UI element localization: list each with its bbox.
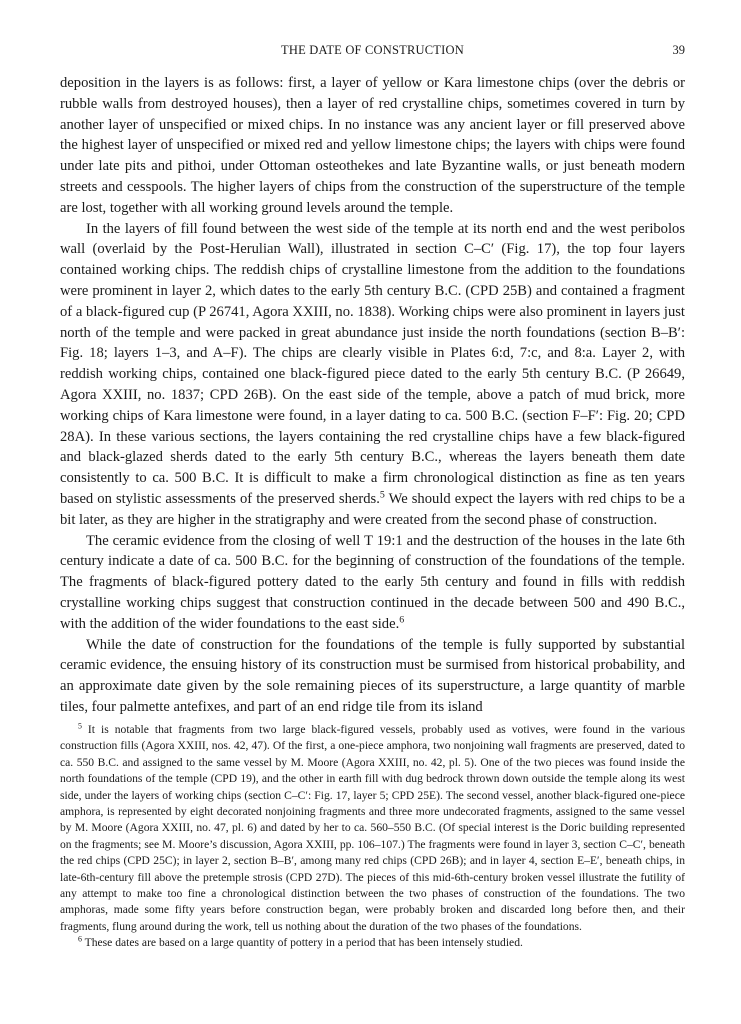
paragraph-2	[60, 219, 685, 531]
footnote-6	[60, 935, 685, 951]
body-text	[60, 73, 685, 718]
footnote-5-marker: 5	[78, 721, 82, 731]
page-header	[60, 43, 685, 61]
paragraph-3-text: The ceramic evidence from the closing of well T 19:1 and the destruction of the houses in the late 6th century indicate a date of ca. 500 B.C. for the beginning of construction of the foundations of the temple. The fragments of black-figured pottery dated to the early 5th century and found in fills with reddish crystalline working chips suggest that construction continued in the decade between 500 and 490 B.C., with the addition of the wider foundations to the east side.	[60, 532, 685, 632]
footnote-6-text: These dates are based on a large quantity of pottery in a period that has been intensely studied.	[81, 936, 523, 950]
footnote-ref-5[interactable]: 5	[379, 489, 385, 501]
footnote-ref-6[interactable]: 6	[399, 614, 405, 626]
footnote-5-text: It is notable that fragments from two large black-figured vessels, probably used as votives, were found in the various construction fills (Agora XXIII, nos. 42, 47). Of the first, a one-piece amphora, two nonjoining wall fragments are preserved, dated to ca. 550 B.C. and assigned to the same vessel by M. Moore (Agora XXIII, no. 42, pl. 5). One of the two pieces was found inside the north foundations of the temple (CPD 19), and the other in earth fill with dug bedrock thrown down outside the temple along its west side, under the layers of working chips (section C–C′: Fig. 17, layer 5; CPD 25E). The second vessel, another black-figured one-piece amphora, is represented by eight decorated nonjoining fragments and three more undecorated fragments, assigned to the same vessel by M. Moore (Agora XXIII, no. 47, pl. 6) and dated by her to ca. 560–550 B.C. (Of special interest is the Doric building represented on the fragments; see M. Moore’s discussion, Agora XXIII, pp. 106–107.) The fragments were found in layer 3, section C–C′, beneath the red chips (CPD 25C); in layer 2, section B–B′, among many red chips (CPD 26B); and in layer 4, section E–E′, beneath chips, in late-6th-century fill above the pretemple strosis (CPD 27D). The pieces of this mid-6th-century broken vessel illustrate the futility of any attempt to make too fine a chronological distinction between the two phases of construction of the foundations. The two amphoras, made some fifty years before construction began, were probably broken and discarded long before then, and their fragments, flung around during the work, tell us nothing about the duration of the two phases of the foundations.	[60, 723, 685, 933]
paragraph-2-continuation: We should expect the layers with red chips to be a bit later, as they are higher in the stratigraphy and were created from the second phase of construction.	[60, 490, 685, 528]
footnote-5	[60, 722, 685, 935]
footnotes	[60, 722, 685, 952]
footnote-6-marker: 6	[78, 934, 82, 944]
paragraph-2-text: In the layers of fill found between the west side of the temple at its north end and the west peribolos wall (overlaid by the Post-Herulian Wall), illustrated in section C–C′ (Fig. 17), the top four layers contained working chips. The reddish chips of crystalline limestone from the addition to the foundations were prominent in layer 2, which dates to the early 5th century B.C. (CPD 25B) and contained a fragment of a black-figured cup (P 26741, Agora XXIII, no. 1838). Working chips were also prominent in layers just north of the temple and were packed in great abundance just inside the north foundations (section B–B′: Fig. 18; layers 1–3, and A–F). The chips are clearly visible in Plates 6:d, 7:c, and 8:a. Layer 2, with reddish working chips, contained one black-figured piece dated to the early 5th century B.C. (P 26649, Agora XXIII, no. 1837; CPD 26B). On the east side of the temple, above a patch of mud brick, more working chips of Kara limestone were found, in a layer dating to ca. 500 B.C. (section F–F′: Fig. 20; CPD 28A). In these various sections, the layers containing the red crystalline chips have a few black-figured and black-glazed sherds dated to the early 5th century B.C., whereas the layers beneath them date consistently to ca. 500 B.C. It is difficult to make a firm chronological distinction as fine as ten years based on stylistic assessments of the preserved sherds.	[60, 220, 685, 507]
paragraph-1: deposition in the layers is as follows: first, a layer of yellow or Kara limestone chips (over the debris or rubble walls from destroyed houses), then a layer of red crystalline chips, sometimes covered in turn by another layer of unspecified or mixed chips. In no instance was any ancient layer or fill preserved above the highest layer of unspecified or mixed red and yellow limestone chips; the layers with chips were found under late pits and pithoi, under Ottoman osteothekes and late Byzantine walls, or just beneath modern streets and cesspools. The higher layers of chips from the construction of the superstructure of the temple are lost, together with all working ground levels around the temple.	[60, 75, 685, 216]
running-title: THE DATE OF CONSTRUCTION	[281, 43, 464, 57]
paragraph-3	[60, 531, 685, 635]
page-number: 39	[672, 43, 685, 57]
paragraph-4: While the date of construction for the foundations of the temple is fully supported by substantial ceramic evidence, the ensuing history of its construction must be surmised from historical probability, and an approximate date given by the sole remaining pieces of its superstructure, a large quantity of marble tiles, four palmette antefixes, and part of an end ridge tile from its island	[60, 636, 685, 715]
